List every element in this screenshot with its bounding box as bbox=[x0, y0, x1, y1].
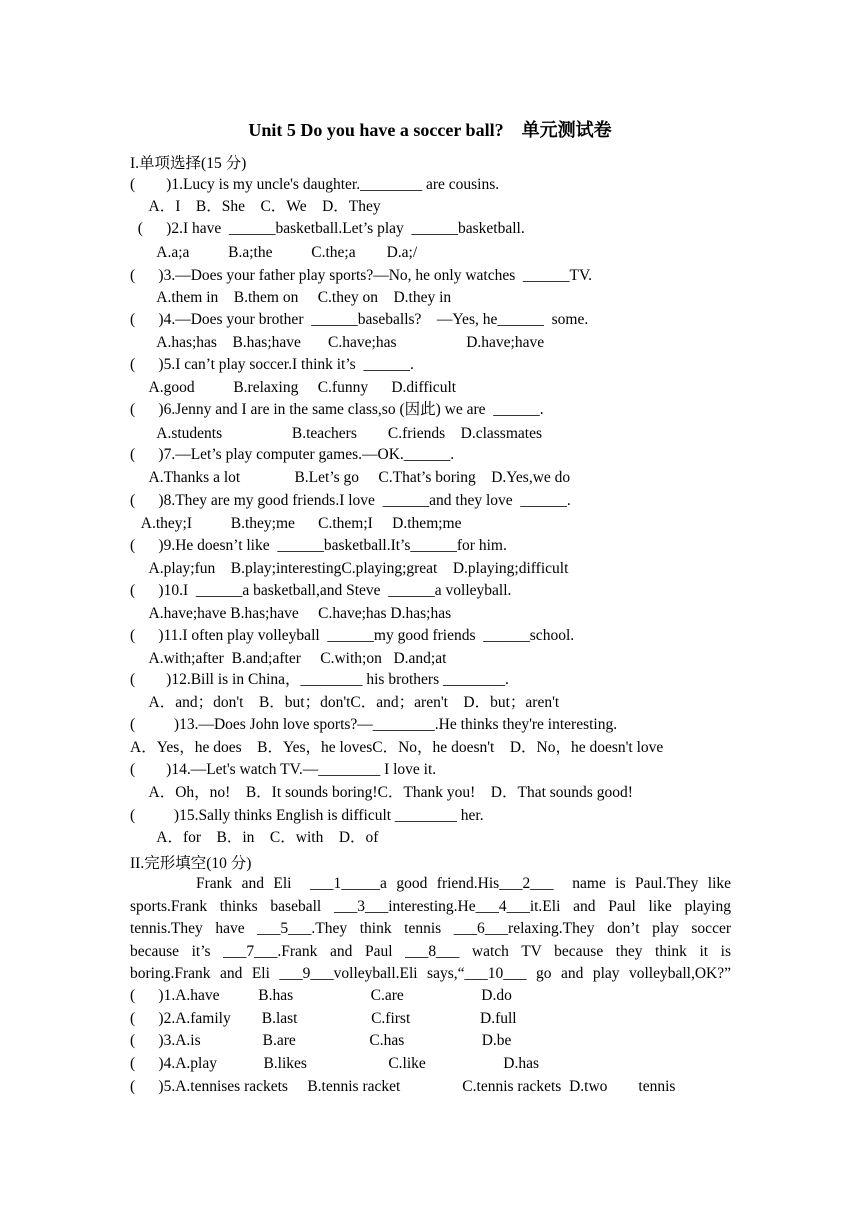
question-line: ( )12.Bill is in China，________ his brothers ________. bbox=[130, 671, 509, 688]
passage-line: tennis.They have ___5___.They think tennis ___6___relaxing.They don’t play soccer bbox=[130, 920, 731, 937]
cloze-passage bbox=[130, 873, 731, 986]
question-line: ( )15.Sally thinks English is difficult ________ her. bbox=[130, 807, 484, 824]
options-line: A.play;fun B.play;interestingC.playing;great D.playing;difficult bbox=[130, 560, 569, 577]
options-line: A．and；don't B．but；don'tC．and；aren't D．but；aren't bbox=[130, 694, 560, 711]
options-line: A.Thanks a lot B.Let’s go C.That’s boring D.Yes,we do bbox=[130, 469, 571, 486]
question-line: ( )10.I ______a basketball,and Steve ______a volleyball. bbox=[130, 582, 512, 599]
question-line: ( )2.I have ______basketball.Let’s play ______basketball. bbox=[130, 220, 525, 237]
options-line: A．Oh，no! B．It sounds boring!C．Thank you! D．That sounds good! bbox=[130, 784, 633, 801]
passage-line: because it’s ___7___.Frank and Paul ___8___ watch TV because they think it is bbox=[130, 942, 731, 960]
options-line: A.students B.teachers C.friends D.classmates bbox=[130, 425, 542, 442]
page-title: Unit 5 Do you have a soccer ball? 单元测试卷 bbox=[248, 120, 612, 140]
passage-line: boring.Frank and Eli ___9___volleyball.Eli says,“___10___ go and play volleyball,OK?” bbox=[130, 965, 731, 982]
cloze-option-line: ( )4.A.play B.likes C.like D.has bbox=[130, 1055, 540, 1072]
options-line: A．I B．She C．We D．They bbox=[130, 198, 381, 215]
question-line: ( )5.I can’t play soccer.I think it’s ______. bbox=[130, 356, 414, 373]
options-line: A.good B.relaxing C.funny D.difficult bbox=[130, 379, 457, 396]
options-line: A.has;has B.has;have C.have;has D.have;have bbox=[130, 334, 545, 351]
passage-line: sports.Frank thinks baseball ___3___interesting.He___4___it.Eli and Paul like playing bbox=[130, 897, 731, 915]
question-line: ( )6.Jenny and I are in the same class,so (因此) we are ______. bbox=[130, 401, 544, 418]
question-line: ( )3.—Does your father play sports?—No, he only watches ______TV. bbox=[130, 267, 593, 284]
cloze-option-line: ( )3.A.is B.are C.has D.be bbox=[130, 1032, 512, 1049]
question-line: ( )8.They are my good friends.I love ______and they love ______. bbox=[130, 492, 571, 509]
cloze-option-line: ( )1.A.have B.has C.are D.do bbox=[130, 987, 512, 1004]
cloze-option-line: ( )2.A.family B.last C.first D.full bbox=[130, 1010, 517, 1027]
passage-line: Frank and Eli ___1_____a good friend.His___2___ name is Paul.They like bbox=[130, 875, 731, 892]
section-heading-2: II.完形填空(10 分) bbox=[130, 855, 252, 872]
section-heading-1: I.单项选择(15 分) bbox=[130, 155, 247, 172]
question-line: ( )4.—Does your brother ______baseballs? —Yes, he______ some. bbox=[130, 311, 589, 328]
question-line: ( )7.—Let’s play computer games.—OK.______. bbox=[130, 446, 455, 463]
question-line: ( )13.—Does John love sports?—________.He thinks they're interesting. bbox=[130, 716, 618, 733]
options-line: A.a;a B.a;the C.the;a D.a;/ bbox=[130, 244, 418, 261]
question-line: ( )9.He doesn’t like ______basketball.It’s______for him. bbox=[130, 537, 507, 554]
options-line: A．Yes，he does B．Yes，he lovesC．No，he doesn't D．No，he doesn't love bbox=[130, 739, 664, 756]
options-line: A.them in B.them on C.they on D.they in bbox=[130, 289, 452, 306]
cloze-option-line: ( )5.A.tennises rackets B.tennis racket C.tennis rackets D.two tennis bbox=[130, 1078, 676, 1095]
options-line: A.they;I B.they;me C.them;I D.them;me bbox=[130, 515, 462, 532]
question-line: ( )14.—Let's watch TV.—________ I love it. bbox=[130, 761, 437, 778]
options-line: A．for B．in C．with D．of bbox=[130, 829, 379, 846]
question-line: ( )11.I often play volleyball ______my good friends ______school. bbox=[130, 627, 575, 644]
options-line: A.have;have B.has;have C.have;has D.has;has bbox=[130, 605, 452, 622]
question-line: ( )1.Lucy is my uncle's daughter.________ are cousins. bbox=[130, 176, 500, 193]
options-line: A.with;after B.and;after C.with;on D.and;at bbox=[130, 650, 447, 667]
